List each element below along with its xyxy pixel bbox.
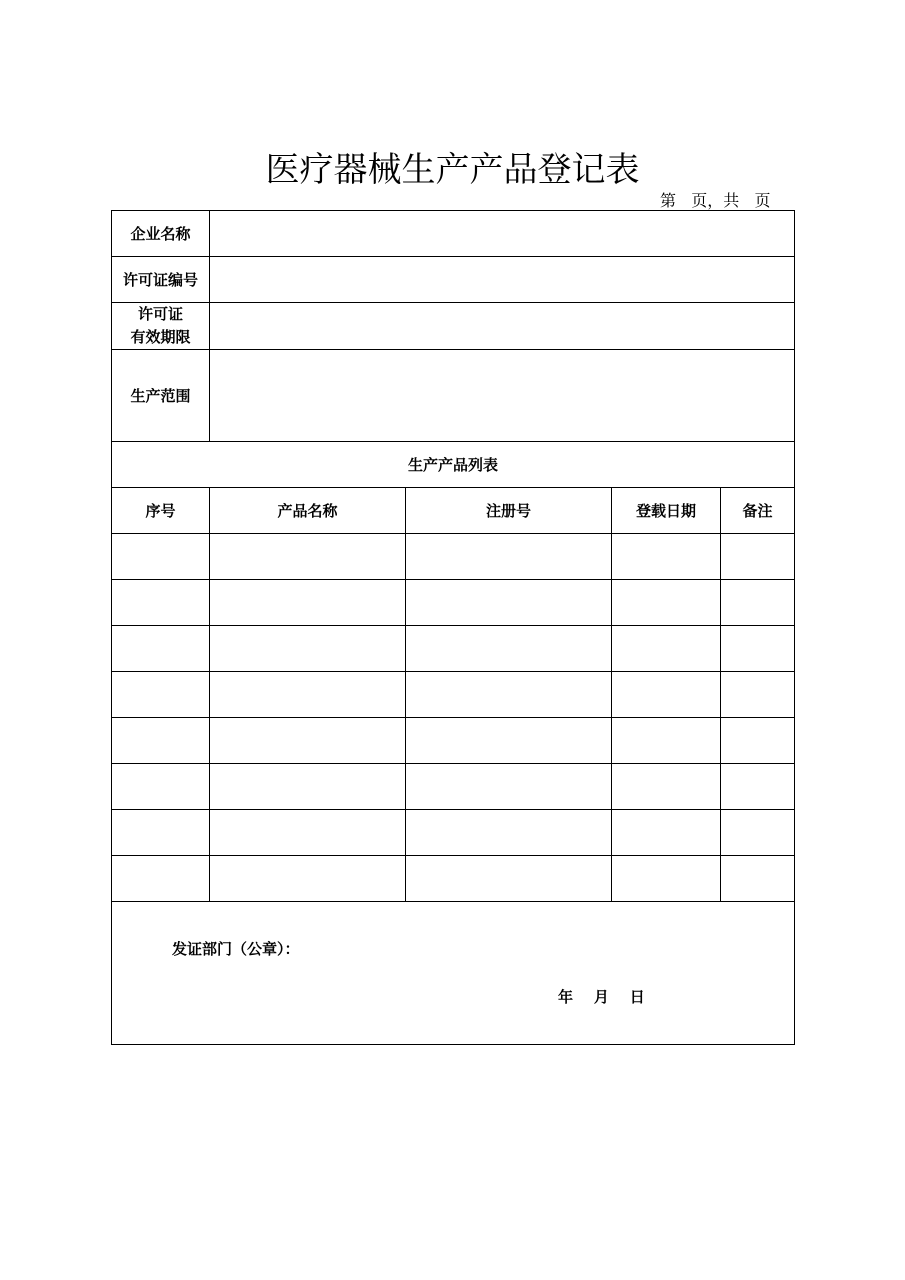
license-validity-label-line2: 有效期限 [130, 328, 191, 346]
registration-number-cell[interactable] [406, 580, 612, 626]
serial-cell[interactable] [112, 672, 210, 718]
table-row [112, 856, 795, 902]
registration-form-table [111, 210, 795, 1045]
company-name-field[interactable] [210, 211, 795, 257]
registration-number-cell[interactable] [406, 810, 612, 856]
column-header-registration-number: 注册号 [406, 488, 612, 534]
footer-row [112, 902, 795, 1045]
issue-date-label: 年 月 日 [558, 988, 645, 1006]
listing-date-cell[interactable] [612, 672, 721, 718]
listing-date-cell[interactable] [612, 856, 721, 902]
serial-cell[interactable] [112, 626, 210, 672]
table-row [112, 672, 795, 718]
listing-date-cell[interactable] [612, 764, 721, 810]
footer-cell [112, 902, 795, 1045]
listing-date-cell[interactable] [612, 580, 721, 626]
product-name-cell[interactable] [210, 810, 406, 856]
remarks-cell[interactable] [721, 534, 795, 580]
serial-cell[interactable] [112, 718, 210, 764]
registration-number-cell[interactable] [406, 856, 612, 902]
page-number-info: 第 页，共 页 [660, 191, 771, 210]
table-row [112, 810, 795, 856]
serial-cell[interactable] [112, 534, 210, 580]
listing-date-cell[interactable] [612, 810, 721, 856]
product-list-heading: 生产产品列表 [112, 442, 795, 488]
product-name-cell[interactable] [210, 672, 406, 718]
license-validity-field[interactable] [210, 303, 795, 350]
listing-date-cell[interactable] [612, 534, 721, 580]
production-scope-row [112, 350, 795, 442]
product-name-cell[interactable] [210, 580, 406, 626]
product-name-cell[interactable] [210, 626, 406, 672]
table-row [112, 534, 795, 580]
column-header-serial: 序号 [112, 488, 210, 534]
registration-number-cell[interactable] [406, 672, 612, 718]
company-name-row [112, 211, 795, 257]
serial-cell[interactable] [112, 810, 210, 856]
product-name-cell[interactable] [210, 718, 406, 764]
license-validity-label [112, 303, 210, 350]
product-name-cell[interactable] [210, 764, 406, 810]
form-title: 医疗器械生产产品登记表 [265, 150, 640, 190]
registration-number-cell[interactable] [406, 626, 612, 672]
product-list-heading-row [112, 442, 795, 488]
issuing-department-label: 发证部门（公章）： [172, 940, 300, 958]
serial-cell[interactable] [112, 856, 210, 902]
registration-number-cell[interactable] [406, 534, 612, 580]
column-header-product-name: 产品名称 [210, 488, 406, 534]
table-row [112, 580, 795, 626]
listing-date-cell[interactable] [612, 626, 721, 672]
registration-number-cell[interactable] [406, 718, 612, 764]
production-scope-field[interactable] [210, 350, 795, 442]
license-number-row [112, 257, 795, 303]
remarks-cell[interactable] [721, 764, 795, 810]
license-validity-label-line1: 许可证 [137, 305, 183, 323]
column-header-listing-date: 登载日期 [612, 488, 721, 534]
listing-date-cell[interactable] [612, 718, 721, 764]
remarks-cell[interactable] [721, 810, 795, 856]
remarks-cell[interactable] [721, 718, 795, 764]
production-scope-label: 生产范围 [112, 350, 210, 442]
registration-number-cell[interactable] [406, 764, 612, 810]
column-header-remarks: 备注 [721, 488, 795, 534]
remarks-cell[interactable] [721, 672, 795, 718]
serial-cell[interactable] [112, 764, 210, 810]
remarks-cell[interactable] [721, 626, 795, 672]
table-row [112, 718, 795, 764]
license-number-field[interactable] [210, 257, 795, 303]
remarks-cell[interactable] [721, 580, 795, 626]
product-name-cell[interactable] [210, 534, 406, 580]
table-row [112, 626, 795, 672]
license-validity-row [112, 303, 795, 350]
remarks-cell[interactable] [721, 856, 795, 902]
serial-cell[interactable] [112, 580, 210, 626]
product-rows [112, 534, 795, 902]
table-row [112, 764, 795, 810]
license-number-label: 许可证编号 [112, 257, 210, 303]
company-name-label: 企业名称 [112, 211, 210, 257]
product-name-cell[interactable] [210, 856, 406, 902]
product-list-header-row [112, 488, 795, 534]
